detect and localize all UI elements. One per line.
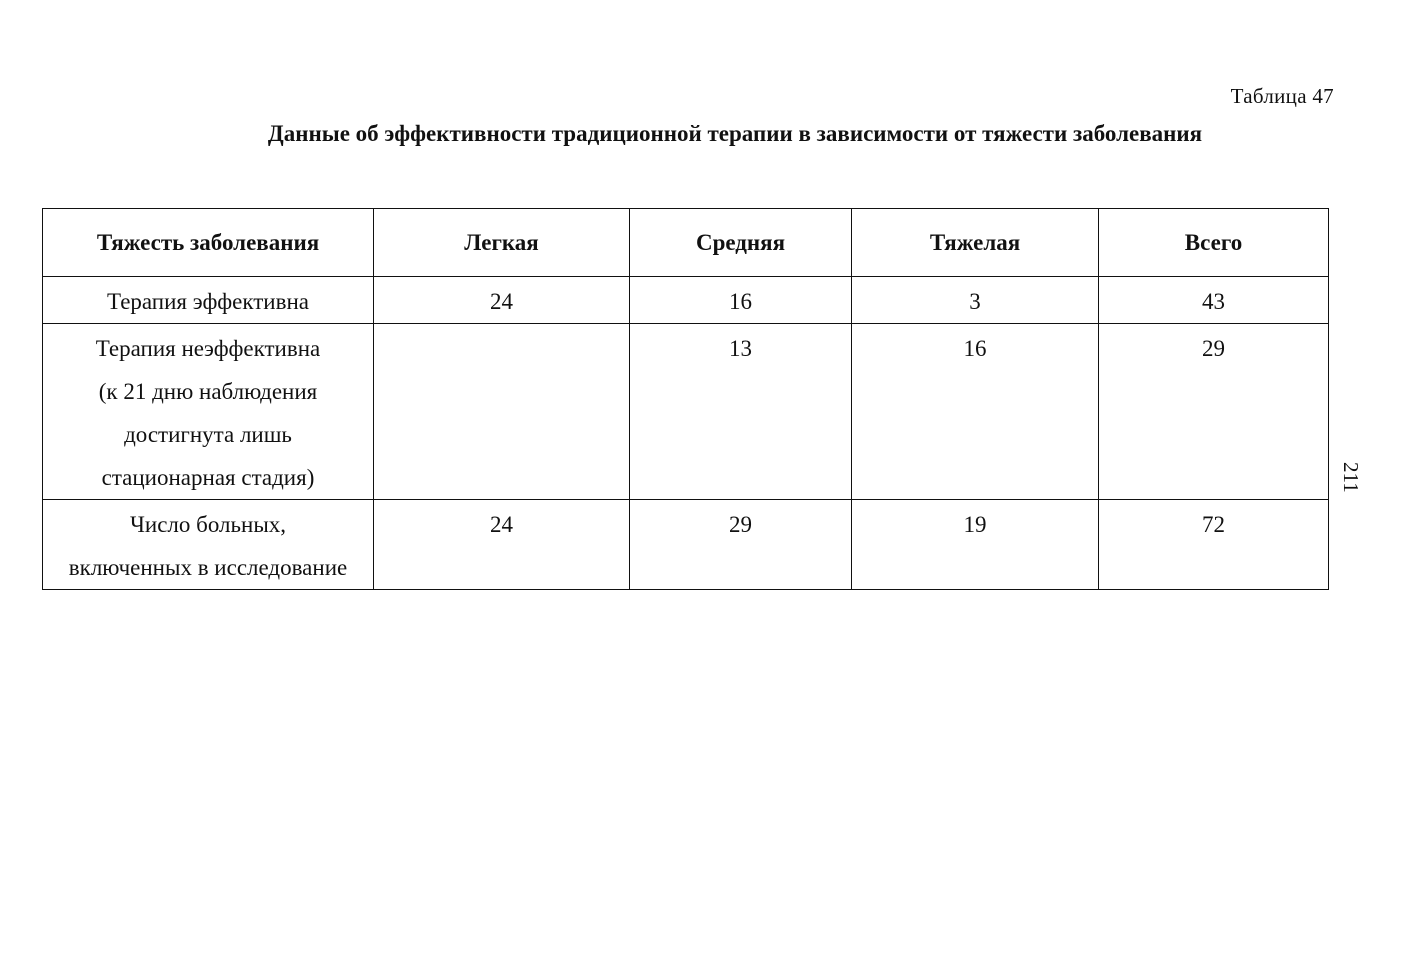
table-cell: 29 xyxy=(1099,324,1329,500)
table-cell: 43 xyxy=(1099,277,1329,324)
cell-text: Терапия неэффективна (к 21 дню наблюдения достигнута лишь стационарная стадия) xyxy=(95,336,321,490)
table-cell: 24 xyxy=(374,500,630,590)
table-cell: 16 xyxy=(630,277,852,324)
header-severity: Тяжесть заболевания xyxy=(43,209,374,277)
header-moderate: Средняя xyxy=(630,209,852,277)
table-cell: 29 xyxy=(630,500,852,590)
table-cell: 16 xyxy=(852,324,1099,500)
page-number: 211 xyxy=(1339,462,1363,493)
header-total: Всего xyxy=(1099,209,1329,277)
table-cell: 24 xyxy=(374,277,630,324)
table-number: Таблица 47 xyxy=(1230,84,1334,108)
header-severe: Тяжелая xyxy=(852,209,1099,277)
table-cell: 13 xyxy=(630,324,852,500)
table-cell: 3 xyxy=(852,277,1099,324)
header-mild: Легкая xyxy=(374,209,630,277)
row-label xyxy=(43,277,374,324)
table-row xyxy=(43,324,1329,500)
row-label xyxy=(43,500,374,590)
header-row xyxy=(43,209,1329,277)
data-table xyxy=(42,208,1329,590)
cell-text: Число больных, включенных в исследование xyxy=(68,512,348,580)
table-cell: 72 xyxy=(1099,500,1329,590)
table-row xyxy=(43,277,1329,324)
table-cell xyxy=(374,324,630,500)
table-row xyxy=(43,500,1329,590)
cell-text: Терапия эффективна xyxy=(107,289,309,314)
row-label xyxy=(43,324,374,500)
table-title: Данные об эффективности традиционной терапии в зависимости от тяжести заболевания xyxy=(267,121,1203,146)
table-cell: 19 xyxy=(852,500,1099,590)
